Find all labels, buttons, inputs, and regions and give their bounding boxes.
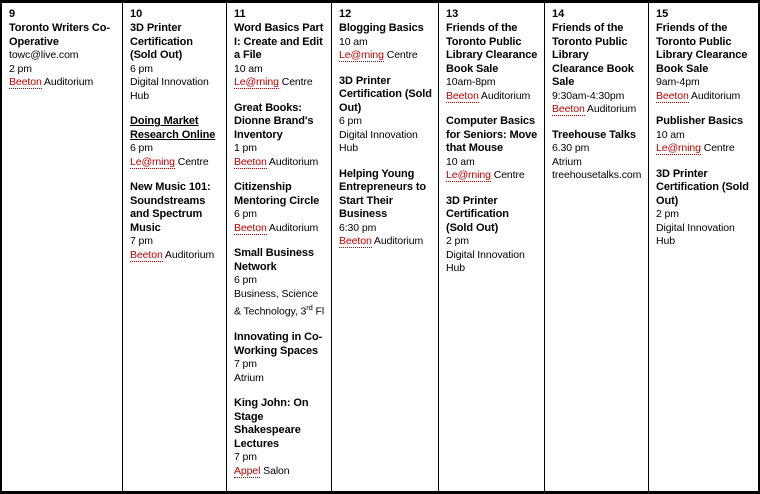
event-detail: 6 pm [234, 274, 257, 286]
event-detail: 7 pm [234, 451, 257, 463]
event-detail: Digital Innovation Hub [446, 248, 525, 274]
event-entry[interactable] [9, 22, 116, 90]
event-venue: Le@rning Centre [234, 76, 313, 88]
event-detail: 6 pm [130, 62, 153, 75]
event-entry[interactable] [234, 331, 325, 385]
event-title: Great Books: Dionne Brand's Inventory [234, 101, 314, 141]
event-detail: 9:30am-4:30pm [552, 89, 625, 102]
event-venue: Business, Science & Technology, 3rd Fl [234, 287, 325, 318]
event-entry[interactable] [339, 168, 432, 249]
event-entry[interactable] [234, 22, 325, 90]
event-detail: 2 pm [656, 208, 679, 220]
event-detail: Digital Innovation Hub [339, 128, 418, 154]
event-entry[interactable] [234, 181, 325, 235]
event-entry[interactable] [446, 115, 538, 183]
event-title: 3D Printer Certification (Sold Out) [446, 194, 509, 234]
day-cell[interactable] [123, 3, 227, 491]
event-detail: 9am-4pm [656, 76, 700, 88]
event-detail: towc@live.com [9, 49, 79, 61]
event-title: Innovating in Co-Working Spaces [234, 331, 323, 357]
event-entry[interactable] [656, 115, 750, 156]
event-detail: Digital Innovation Hub [656, 221, 735, 247]
event-title: Doing Market Research Online [130, 115, 216, 141]
event-venue: Beeton Auditorium [552, 103, 637, 115]
event-entry[interactable] [339, 22, 432, 63]
event-detail: 6 pm [234, 208, 257, 220]
event-detail: Atrium [234, 371, 264, 384]
event-venue: Le@rning Centre [446, 169, 525, 181]
event-detail: 6:30 pm [339, 221, 377, 234]
event-detail: 2 pm [9, 62, 32, 75]
event-detail: 10am-8pm [446, 76, 496, 88]
day-number: 13 [446, 8, 459, 20]
event-entry[interactable] [552, 129, 642, 183]
event-detail: 10 am [656, 128, 685, 141]
event-entry[interactable] [234, 102, 325, 170]
event-entry[interactable] [552, 22, 642, 117]
event-entry[interactable] [446, 195, 538, 276]
event-entry[interactable] [446, 22, 538, 103]
event-venue: Le@rning Centre [656, 142, 735, 154]
day-cell[interactable] [227, 3, 332, 491]
event-venue: Beeton Auditorium [234, 221, 319, 234]
event-title: Treehouse Talks [552, 128, 636, 141]
event-title: 3D Printer Certification (Sold Out) [656, 167, 749, 207]
event-entry[interactable] [234, 397, 325, 478]
event-detail: treehousetalks.com [552, 169, 642, 181]
event-venue: Appel Salon [234, 464, 290, 477]
event-detail: 10 am [446, 155, 475, 168]
day-number: 12 [339, 8, 352, 20]
event-entry[interactable] [656, 22, 750, 103]
event-title: Friends of the Toronto Public Library Clearance Book Sale [446, 22, 538, 75]
event-title: 3D Printer Certification (Sold Out) [130, 22, 193, 61]
day-cell[interactable] [332, 3, 439, 491]
event-detail: 6 pm [130, 142, 153, 154]
event-title: Small Business Network [234, 247, 314, 273]
day-cell[interactable] [2, 3, 123, 491]
event-venue: Beeton Auditorium [339, 235, 424, 247]
event-detail: 6 pm [339, 115, 362, 127]
event-title: Toronto Writers Co-Operative [9, 22, 110, 48]
event-title: Friends of the Toronto Public Library Clearance Book Sale [552, 22, 634, 88]
event-title: New Music 101: Soundstreams and Spectrum Music [130, 181, 211, 234]
event-entry[interactable] [339, 75, 432, 156]
event-title: Citizenship Mentoring Circle [234, 181, 320, 207]
event-title: King John: On Stage Shakespeare Lectures [234, 397, 309, 450]
event-entry[interactable] [130, 22, 220, 103]
event-detail: 10 am [234, 62, 263, 75]
event-venue: Le@rning Centre [130, 155, 209, 168]
event-title: Friends of the Toronto Public Library Clearance Book Sale [656, 22, 748, 75]
event-venue: Beeton Auditorium [234, 155, 319, 168]
event-venue: Beeton Auditorium [130, 248, 215, 261]
event-detail: 6.30 pm [552, 142, 590, 154]
day-cell[interactable] [439, 3, 545, 491]
event-title: Blogging Basics [339, 22, 424, 34]
event-detail: 10 am [339, 35, 368, 48]
event-detail: 7 pm [130, 235, 153, 247]
day-cell[interactable] [649, 3, 756, 491]
event-title: Helping Young Entrepreneurs to Start Their Business [339, 167, 427, 220]
event-title: Computer Basics for Seniors: Move that Mouse [446, 115, 538, 154]
event-entry[interactable] [656, 168, 750, 249]
day-number: 11 [234, 8, 246, 20]
event-detail: 7 pm [234, 358, 257, 370]
event-title: 3D Printer Certification (Sold Out) [339, 74, 432, 114]
day-number: 10 [130, 8, 143, 20]
day-number: 9 [9, 8, 16, 20]
event-detail: Digital Innovation Hub [130, 76, 209, 102]
event-title: Word Basics Part I: Create and Edit a File [234, 22, 324, 61]
event-detail: 1 pm [234, 142, 257, 154]
event-venue: Le@rning Centre [339, 49, 418, 61]
day-cell[interactable] [545, 3, 649, 491]
event-venue: Beeton Auditorium [9, 76, 94, 88]
day-number: 14 [552, 8, 565, 20]
event-venue: Beeton Auditorium [656, 89, 741, 102]
event-title: Publisher Basics [656, 115, 744, 127]
event-entry[interactable] [234, 247, 325, 319]
day-number: 15 [656, 8, 669, 20]
event-entry[interactable] [130, 115, 220, 169]
event-detail: 2 pm [446, 235, 469, 247]
event-detail: Atrium [552, 155, 582, 168]
event-entry[interactable] [130, 181, 220, 262]
event-venue: Beeton Auditorium [446, 89, 531, 102]
